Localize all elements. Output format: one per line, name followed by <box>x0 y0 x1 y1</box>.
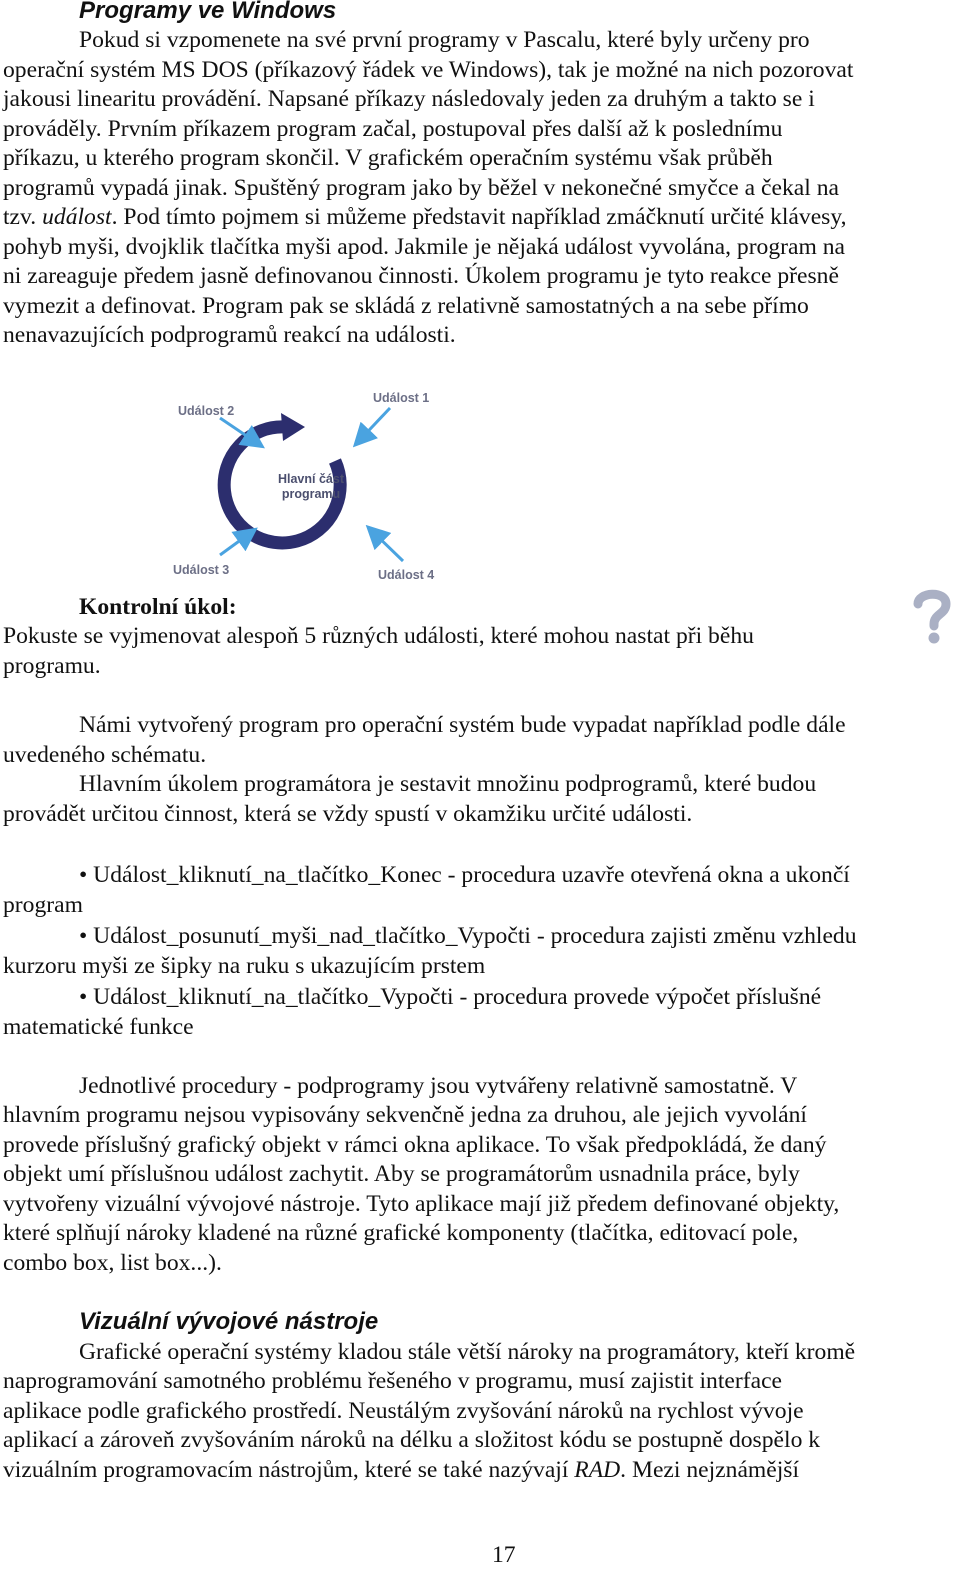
text-span: tzv. <box>3 204 43 230</box>
center-label-line2: programu <box>281 487 341 501</box>
paragraph-line: Hlavním úkolem programátora je sestavit množinu podprogramů, které budou <box>79 771 817 797</box>
list-item-continuation: program <box>3 892 83 918</box>
paragraph-line: naprogramování samotného problému řešeného v programu, musí zajistit interface <box>3 1368 783 1394</box>
paragraph-line: Námi vytvořený program pro operační systém bude vypadat například podle dále <box>79 712 846 738</box>
paragraph-line: Grafické operační systémy kladou stále větší nároky na programátory, kteří kromě <box>79 1339 856 1365</box>
question-mark-icon <box>912 588 952 646</box>
paragraph-line: operační systém MS DOS (příkazový řádek ve Windows), tak je možné na nich pozorovat <box>3 57 854 83</box>
paragraph-line: Jednotlivé procedury - podprogramy jsou vytvářeny relativně samostatně. V <box>79 1073 798 1099</box>
section-title-visual-tools: Vizuální vývojové nástroje <box>79 1308 379 1335</box>
event-loop-svg <box>165 383 450 588</box>
loop-arrowhead <box>281 413 305 441</box>
event-arrow-3 <box>220 531 253 555</box>
list-item-continuation: kurzoru myši ze šipky na ruku s ukazujícím prstem <box>3 953 486 979</box>
paragraph-line: prováděly. Prvním příkazem program začal, postupoval přes další až k poslednímu <box>3 116 783 142</box>
paragraph-line: hlavním programu nejsou vypisovány sekvenčně jedna za druhou, ale jejich vyvolání <box>3 1102 807 1128</box>
paragraph-line: vytvořeny vizuální vývojové nástroje. Tyto aplikace mají již předem definované objekty, <box>3 1191 840 1217</box>
center-label-line1: Hlavní část <box>277 472 345 486</box>
event-label-1: Událost 1 <box>373 391 430 405</box>
page-number: 17 <box>492 1542 516 1568</box>
paragraph-line: aplikace podle grafického prostředí. Neustálým zvyšování nároků na rychlost vývoje <box>3 1398 804 1424</box>
paragraph-line: ni zareaguje předem jasně definovanou činnosti. Úkolem programu je tyto reakce přesně <box>3 263 839 289</box>
event-loop-diagram <box>165 383 450 588</box>
paragraph-line <box>3 1456 799 1486</box>
paragraph-line: příkazu, u kterého program skončil. V grafickém operačním systému však průběh <box>3 145 773 171</box>
question-mark-svg <box>912 588 952 646</box>
event-label-2: Událost 2 <box>178 404 235 418</box>
text-span: vizuálním programovacím nástrojům, které se také nazývají <box>3 1457 575 1483</box>
event-label-4: Událost 4 <box>378 568 435 582</box>
paragraph-line: programů vypadá jinak. Spuštěný program jako by běžel v nekonečné smyčce a čekal na <box>3 175 839 201</box>
task-line: Pokuste se vyjmenovat alespoň 5 různých události, které mohou nastat při běhu <box>3 623 754 649</box>
event-label-3: Událost 3 <box>173 563 230 577</box>
section-title-windows-programs: Programy ve Windows <box>79 0 337 24</box>
list-item-text: Událost_posunutí_myši_nad_tlačítko_Vypočti - procedura zajisti změnu vzhledu <box>93 923 857 949</box>
paragraph-line: nenavazujících podprogramů reakcí na události. <box>3 322 456 348</box>
list-item: • Událost_kliknutí_na_tlačítko_Vypočti - procedura provede výpočet příslušné <box>79 984 822 1010</box>
paragraph-line: objekt umí příslušnou událost zachytit. Aby se programátorům usnadnila práce, byly <box>3 1161 800 1187</box>
task-heading: Kontrolní úkol: <box>79 594 237 620</box>
paragraph-line: aplikací a zároveň zvyšováním nároků na délku a složitost kódu se postupně dospělo k <box>3 1427 821 1453</box>
paragraph-line: pohyb myši, dvojklik tlačítka myši apod. Jakmile je nějaká událost vyvolána, program na <box>3 234 845 260</box>
paragraph-line: combo box, list box...). <box>3 1250 222 1276</box>
paragraph-line: které splňují nároky kladené na různé grafické komponenty (tlačítka, editovací pole, <box>3 1220 799 1246</box>
task-line: programu. <box>3 653 101 679</box>
list-item-continuation: matematické funkce <box>3 1014 194 1040</box>
paragraph-line: provádět určitou činnost, která se vždy spustí v okamžiku určité události. <box>3 801 693 827</box>
list-item-text: Událost_kliknutí_na_tlačítko_Konec - procedura uzavře otevřená okna a ukončí <box>93 862 850 888</box>
paragraph-line: provede příslušný grafický objekt v rámci okna aplikace. To však předpokládá, že daný <box>3 1132 827 1158</box>
event-arrow-4 <box>370 529 403 561</box>
paragraph-line: Pokud si vzpomenete na své první programy v Pascalu, které byly určeny pro <box>79 27 810 53</box>
emphasis-rad: RAD <box>574 1457 621 1483</box>
text-span: . Pod tímto pojmem si můžeme představit například zmáčknutí určité klávesy, <box>111 204 847 230</box>
text-span: . Mezi nejznámější <box>620 1457 800 1483</box>
event-arrow-1 <box>357 408 390 443</box>
list-item: • Událost_posunutí_myši_nad_tlačítko_Vypočti - procedura zajisti změnu vzhledu <box>79 923 857 949</box>
emphasis-event: událost <box>42 204 112 230</box>
paragraph-line: uvedeného schématu. <box>3 742 207 768</box>
paragraph-line: vymezit a definovat. Program pak se skládá z relativně samostatných a na sebe přímo <box>3 293 809 319</box>
list-item: • Událost_kliknutí_na_tlačítko_Konec - procedura uzavře otevřená okna a ukončí <box>79 862 850 888</box>
paragraph-line <box>3 203 847 233</box>
list-item-text: Událost_kliknutí_na_tlačítko_Vypočti - procedura provede výpočet příslušné <box>93 984 822 1010</box>
paragraph-line: jakousi linearitu provádění. Napsané příkazy následovaly jeden za druhým a takto se i <box>3 86 815 112</box>
